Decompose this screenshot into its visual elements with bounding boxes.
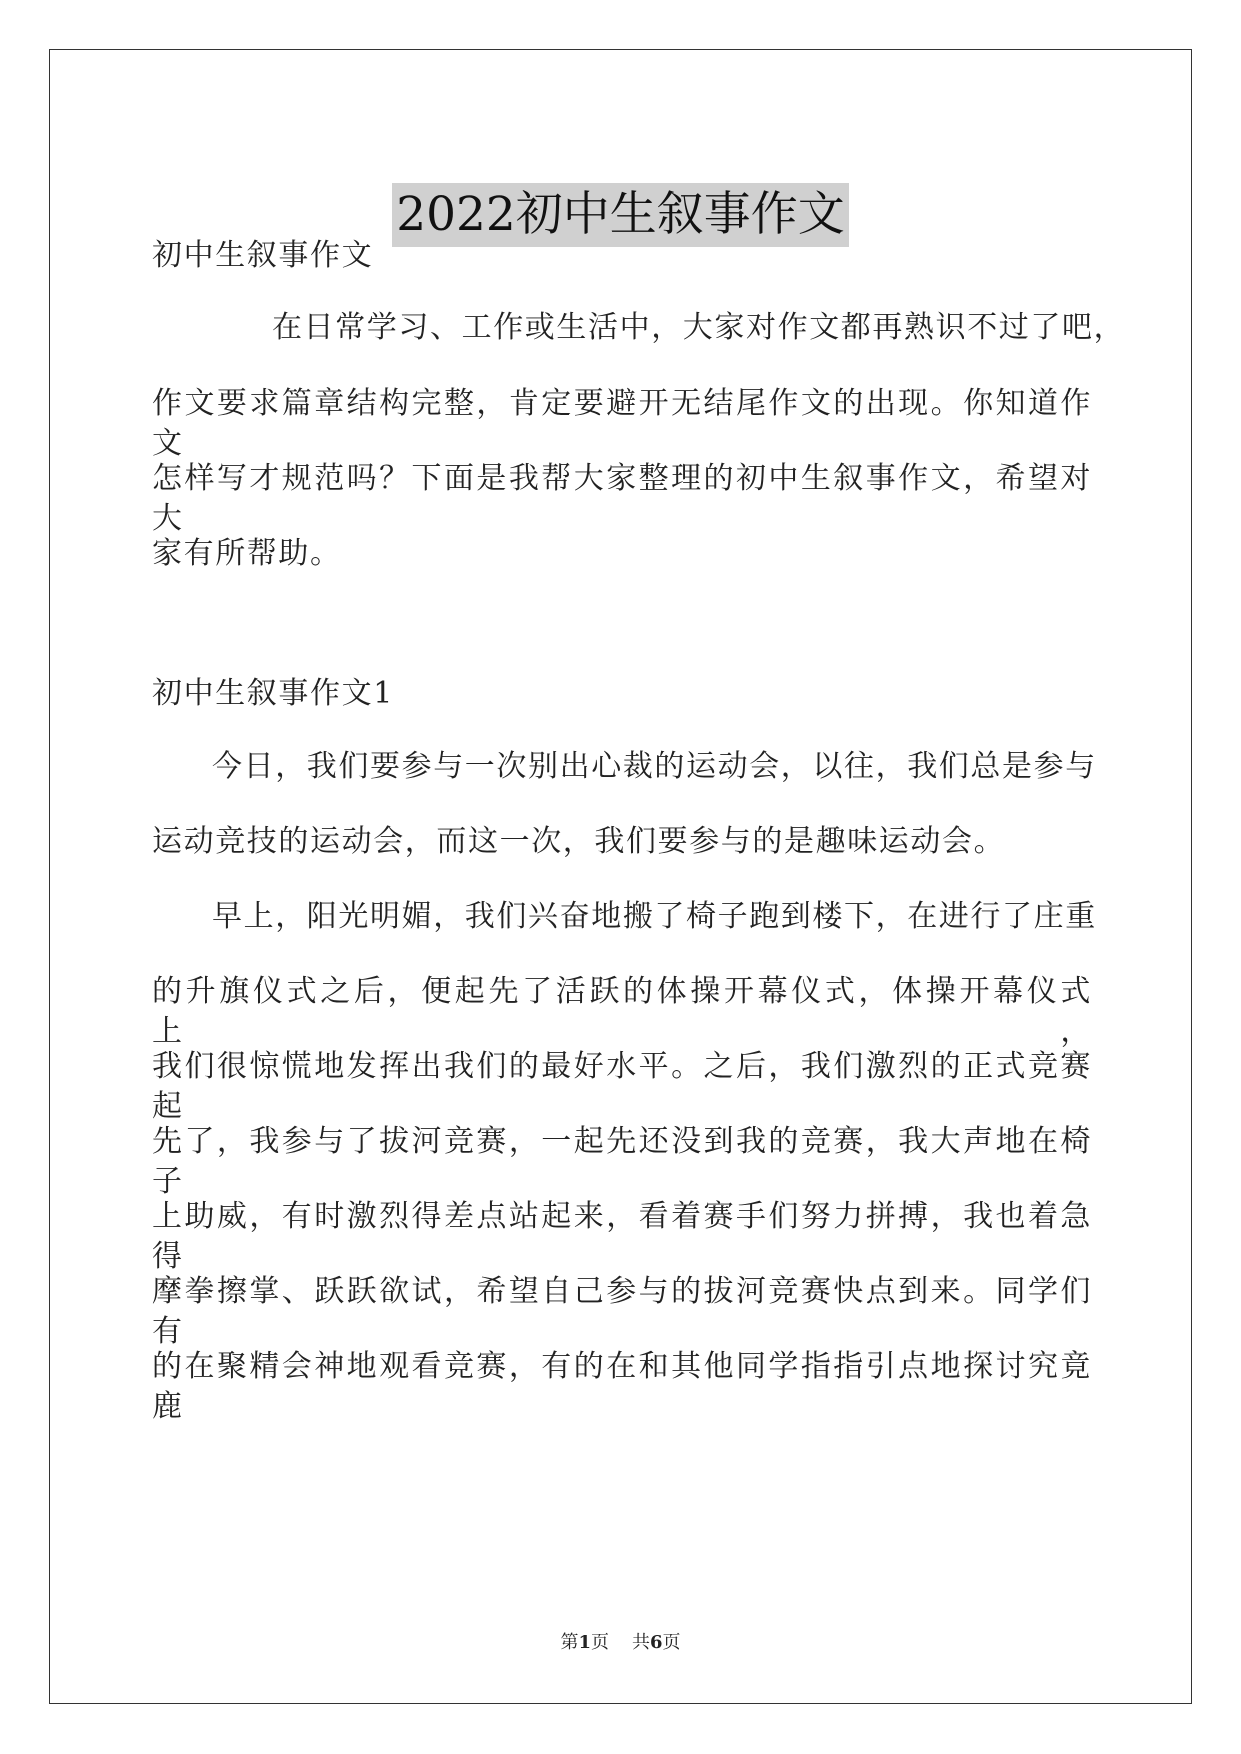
document-title: 2022初中生叙事作文 — [392, 183, 849, 247]
footer-page-prefix: 第 — [560, 1632, 579, 1653]
body-line: 运动竞技的运动会，而这一次，我们要参与的是趣味运动会。 — [152, 824, 1006, 859]
document-subtitle: 初中生叙事作文 — [152, 238, 374, 273]
intro-line: 作文要求篇章结构完整，肯定要避开无结尾作文的出现。你知道作文 — [152, 386, 1092, 461]
intro-line: 在日常学习、工作或生活中，大家对作文都再熟识不过了吧， — [272, 310, 1126, 345]
intro-line: 怎样写才规范吗？下面是我帮大家整理的初中生叙事作文，希望对大 — [152, 461, 1092, 536]
footer-total-prefix: 共 — [631, 1632, 650, 1653]
page-footer — [0, 1628, 1241, 1654]
intro-line: 家有所帮助。 — [152, 536, 342, 571]
body-line: 上助威，有时激烈得差点站起来，看着赛手们努力拼搏，我也着急得 — [152, 1199, 1092, 1274]
body-line: 的升旗仪式之后，便起先了活跃的体操开幕仪式，体操开幕仪式上， — [152, 974, 1092, 1049]
body-line: 摩拳擦掌、跃跃欲试，希望自己参与的拔河竞赛快点到来。同学们有 — [152, 1274, 1092, 1349]
footer-total-suffix: 页 — [662, 1632, 681, 1653]
footer-page-suffix: 页 — [591, 1632, 610, 1653]
body-line: 今日，我们要参与一次别出心裁的运动会，以往，我们总是参与 — [212, 749, 1097, 784]
body-line: 早上，阳光明媚，我们兴奋地搬了椅子跑到楼下，在进行了庄重 — [212, 899, 1097, 934]
body-line: 的在聚精会神地观看竞赛，有的在和其他同学指指引点地探讨究竟鹿 — [152, 1349, 1092, 1424]
body-line: 我们很惊慌地发挥出我们的最好水平。之后，我们激烈的正式竞赛起 — [152, 1049, 1092, 1124]
section-heading: 初中生叙事作文1 — [152, 676, 394, 711]
footer-page-current: 1 — [578, 1632, 592, 1653]
body-line: 先了，我参与了拔河竞赛，一起先还没到我的竞赛，我大声地在椅子 — [152, 1124, 1092, 1199]
page-border — [49, 49, 1192, 1704]
footer-page-total: 6 — [649, 1632, 663, 1653]
